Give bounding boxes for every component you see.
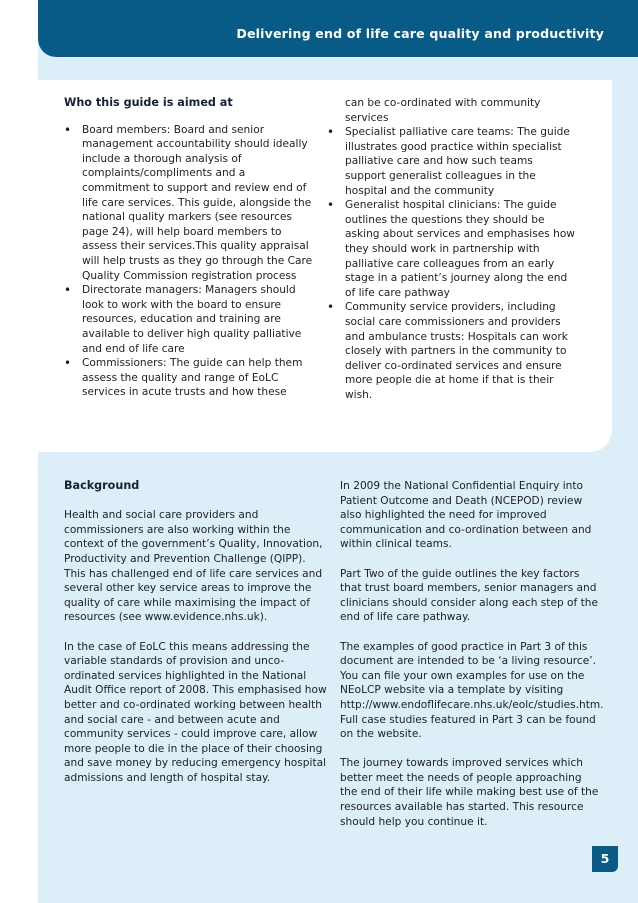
background-paragraph: Health and social care providers and commissioners are also working within the context of the government’s Quality, Innovation, Productivity and Prevention Challenge (QIPP). This has challenged end of life care services and several other key service areas to improve the quality of care while maximising the impact of resources (see www.evidence.nhs.uk). (64, 509, 323, 624)
audience-continuation: can be co-ordinated with community services (345, 97, 541, 124)
list-item: • Specialist palliative care teams: The guide illustrates good practice within specialist palliative care and how such teams support generalist colleagues in the hospital and the community (327, 125, 570, 197)
list-item: • Community service providers, including social care commissioners and providers and ambulance trusts: Hospitals can work closely with partners in the community to deliver co-ordinated services and ensure more people die at home if that is their wish. (327, 300, 568, 401)
audience-left-list (64, 123, 316, 400)
background-paragraph: The examples of good practice in Part 3 of this document are intended to be ‘a living resource’. You can file your own examples for use on the NEoLCP website via a template by visiting http://www.endoflifecare.nhs.uk/eolc/studies.htm. Full case studies featured in Part 3 can be found on the website. (340, 640, 604, 741)
bullet-icon: • (327, 198, 335, 213)
background-left-column (64, 479, 328, 800)
list-item: • Directorate managers: Managers should look to work with the board to ensure resources, education and training are available to deliver high quality palliative and end of life care (64, 283, 302, 355)
audience-heading: Who this guide is aimed at (64, 96, 233, 109)
list-item: • Commissioners: The guide can help them assess the quality and range of EoLC services in acute trusts and how these (64, 356, 303, 399)
bullet-icon: • (327, 300, 335, 315)
page-header (38, 0, 638, 57)
bullet-icon: • (327, 125, 335, 140)
background-paragraph: In 2009 the National Confidential Enquiry into Patient Outcome and Death (NCEPOD) review also highlighted the need for improved communication and co-ordination between and within clinical teams. (340, 480, 592, 551)
header-title: Delivering end of life care quality and productivity (236, 26, 604, 41)
audience-right-list (327, 125, 575, 402)
list-item: • Generalist hospital clinicians: The guide outlines the questions they should be asking about services and emphasises how they should work in partnership with palliative care colleagues from an early stage in a patient’s journey along the end of life care pathway (327, 198, 575, 299)
audience-right-column (327, 96, 575, 402)
audience-left-column (64, 96, 316, 400)
bullet-icon: • (64, 356, 72, 371)
background-right-column (340, 479, 602, 844)
list-item: • Board members: Board and senior management accountability should ideally include a thorough analysis of complaints/compliments and a commitment to support and review end of life care services. This guide, alongside the national quality markers (see resources page 24), will help board members to assess their services.This quality appraisal will help trusts as they go through the Care Quality Commission registration process (64, 122, 313, 282)
background-paragraph: Part Two of the guide outlines the key factors that trust board members, senior managers and clinicians should consider along each step of the end of life care pathway. (340, 567, 599, 624)
page-number: 5 (592, 846, 618, 872)
background-paragraph: The journey towards improved services which better meet the needs of people approaching the end of their life while making best use of the resources available has started. This resource should help you continue it. (340, 757, 599, 828)
background-paragraph: In the case of EoLC this means addressing the variable standards of provision and unco-ordinated services highlighted in the National Audit Office report of 2008. This emphasised how better and co-ordinated working between health and social care - and between acute and community services - could improve care, allow more people to die in the place of their choosing and save money by reducing emergency hospital admissions and length of hospital stay. (64, 640, 327, 784)
background-heading: Background (64, 479, 140, 492)
bullet-icon: • (64, 122, 72, 137)
bullet-icon: • (64, 283, 72, 298)
